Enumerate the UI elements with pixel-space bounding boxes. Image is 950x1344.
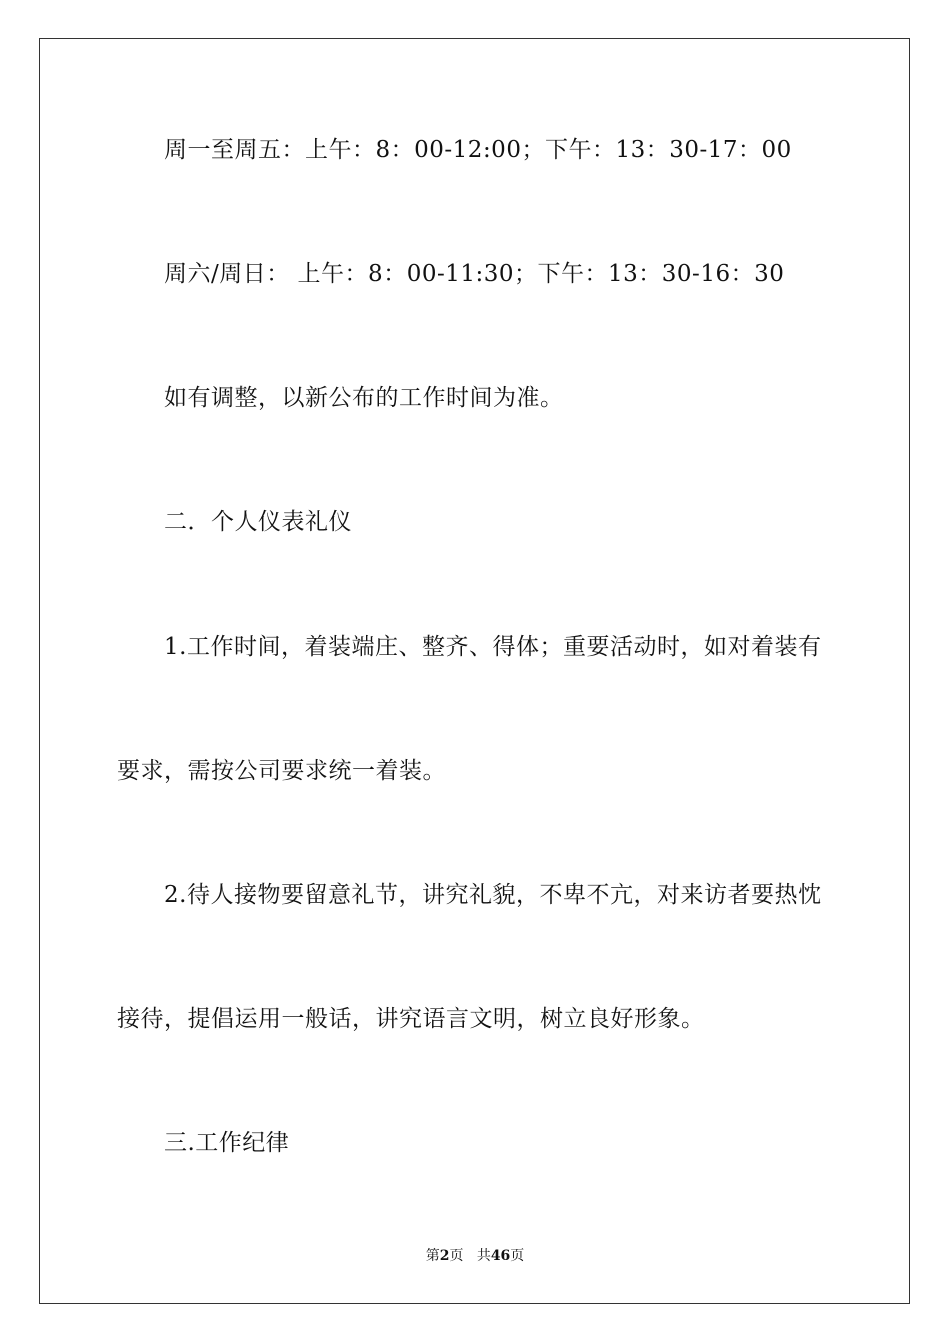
text-line-item1-part1: 1.工作时间，着装端庄、整齐、得体；重要活动时，如对着装有 <box>164 634 822 660</box>
footer-page-suffix: 页 <box>449 1248 464 1264</box>
section-heading-appearance: 二．个人仪表礼仪 <box>164 509 352 535</box>
text-line-item1-part2: 要求，需按公司要求统一着装。 <box>117 758 446 784</box>
footer-total-prefix: 共 <box>476 1248 491 1264</box>
page-border <box>39 38 910 1304</box>
footer-page-prefix: 第 <box>425 1248 440 1264</box>
text-line-item2-part1: 2.待人接物要留意礼节，讲究礼貌，不卑不亢，对来访者要热忱 <box>164 882 822 908</box>
text-line-weekday-hours: 周一至周五：上午：8：00-12:00；下午：13：30-17：00 <box>164 137 792 163</box>
text-line-adjustment-note: 如有调整，以新公布的工作时间为准。 <box>164 385 564 411</box>
section-heading-discipline: 三.工作纪律 <box>164 1130 290 1156</box>
text-line-item2-part2: 接待，提倡运用一般话，讲究语言文明，树立良好形象。 <box>117 1006 705 1032</box>
footer-total-suffix: 页 <box>510 1248 525 1264</box>
text-line-weekend-hours: 周六/周日： 上午：8：00-11:30；下午：13：30-16：30 <box>164 261 785 287</box>
footer-total-pages: 46 <box>490 1248 511 1264</box>
page-footer <box>0 1247 950 1265</box>
footer-page-number: 2 <box>439 1248 450 1264</box>
